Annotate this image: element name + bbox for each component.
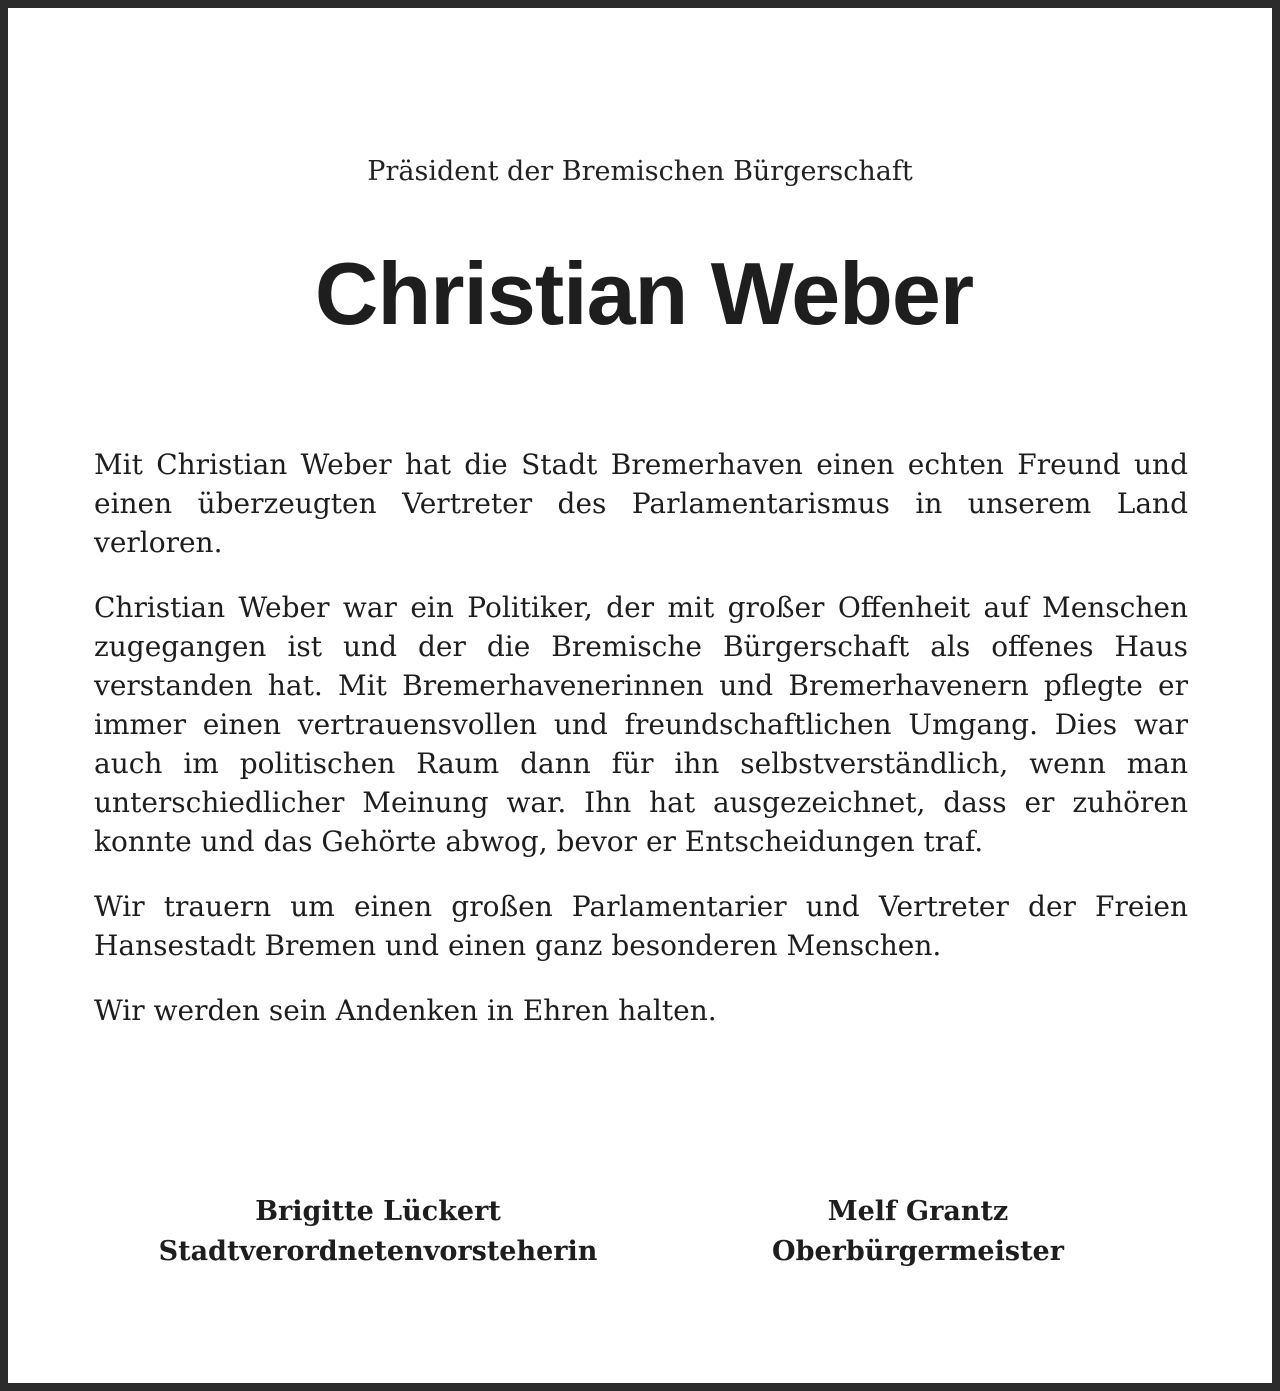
signature-left xyxy=(128,1192,628,1272)
paragraph-2: Christian Weber war ein Politiker, der mit großer Offenheit auf Menschen zugegangen ist und der die Bremische Bürgerschaft als offenes Haus verstanden hat. Mit Bremerhavenerinnen und Bremerhavenern pflegte er immer einen vertrauensvollen und freundschaftlichen Umgang. Dies war auch im politischen Raum dann für ihn selbstverständlich, wenn man unterschiedlicher Meinung war. Ihn hat ausgezeichnet, dass er zuhören konnte und das Gehörte abwog, bevor er Entscheidungen traf. xyxy=(94,591,1188,858)
paragraph-1: Mit Christian Weber hat die Stadt Bremerhaven einen echten Freund und einen überzeugten Vertreter des Parlamentarismus in unserem Land verloren. xyxy=(94,448,1188,559)
notice-subtitle: Präsident der Bremischen Bürgerschaft xyxy=(367,156,913,187)
deceased-name: Christian Weber xyxy=(314,244,974,343)
signatory-title: Oberbürgermeister xyxy=(772,1236,1064,1267)
paragraph-4: Wir werden sein Andenken in Ehren halten. xyxy=(94,994,717,1027)
notice-body xyxy=(94,445,1188,1056)
signatory-title: Stadtverordnetenvorsteherin xyxy=(158,1236,598,1267)
signature-right xyxy=(668,1192,1168,1272)
signatory-name: Brigitte Lückert xyxy=(255,1196,501,1227)
paragraph-3: Wir trauern um einen großen Parlamentarier und Vertreter der Freien Hansestadt Bremen und einen ganz besonderen Menschen. xyxy=(94,890,1188,962)
signatory-name: Melf Grantz xyxy=(827,1196,1009,1227)
